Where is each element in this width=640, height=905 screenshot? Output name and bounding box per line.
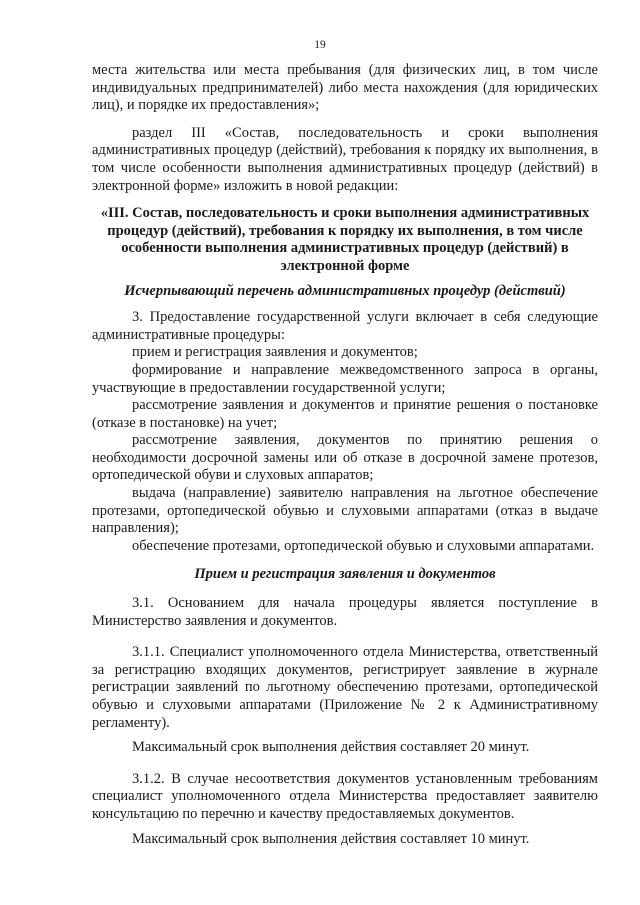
paragraph-3: 3. Предоставление государственной услуги включает в себя следующие административные процедуры: — [92, 309, 598, 343]
paragraph-3-1: 3.1. Основанием для начала процедуры является поступление в Министерство заявления и документов. — [92, 595, 598, 629]
list-item-4: рассмотрение заявления, документов по принятию решения о необходимости досрочной замены или об отказе в досрочной замене протезов, ортопедической обуви и слуховых аппаратов; — [92, 432, 598, 484]
paragraph-continuation: места жительства или места пребывания (для физических лиц, в том числе индивидуальных предпринимателей) либо места нахождения (для юридических лиц), и порядке их предоставления»; — [92, 62, 598, 114]
subheading-reception: Прием и регистрация заявления и документов — [194, 566, 496, 583]
paragraph-3-1-2: 3.1.2. В случае несоответствия документов установленным требованиям специалист уполномоченного отдела Министерства предоставляет заявителю консультацию по перечню и качеству предоставляемых документов. — [92, 770, 598, 822]
list-item-2: формирование и направление межведомственного запроса в органы, участвующие в предоставлении государственной услуги; — [92, 361, 598, 396]
list-item-1: прием и регистрация заявления и документов; — [132, 344, 418, 361]
subheading-procedures-list: Исчерпывающий перечень административных процедур (действий) — [124, 282, 566, 299]
list-item-5: выдача (направление) заявителю направления на льготное обеспечение протезами, ортопедической обувью и слуховыми аппаратами (отказ в выдаче направления); — [92, 485, 598, 537]
list-item-6: обеспечение протезами, ортопедической обувью и слуховыми аппаратами. — [132, 537, 595, 554]
paragraph-3-1-1: 3.1.1. Специалист уполномоченного отдела Министерства, ответственный за регистрацию входящих документов, регистрирует заявление в журнале регистрации заявлений по льготному обеспечению протезами, ортопедической обувью и слуховыми аппаратами (Приложение № 2 к Административному регламенту). — [92, 644, 598, 731]
section-title: «III. Состав, последовательность и сроки выполнения административных процедур (действий), требования к порядку их выполнения, в том числе особенности выполнения административных процедур (действий) в электронной форме — [100, 205, 590, 274]
paragraph-max-time-20: Максимальный срок выполнения действия составляет 20 минут. — [132, 739, 530, 756]
document-body — [92, 62, 598, 848]
paragraph-max-time-10: Максимальный срок выполнения действия составляет 10 минут. — [132, 830, 530, 847]
paragraph-section-amendment: раздел III «Состав, последовательность и сроки выполнения административных процедур (действий), требования к порядку их выполнения, в том числе особенности выполнения административных процедур (действий) в электронной форме» изложить в новой редакции: — [92, 124, 598, 194]
list-item-3: рассмотрение заявления и документов и принятие решения о постановке (отказе в постановке) на учет; — [92, 397, 598, 431]
page-number: 19 — [314, 39, 326, 51]
